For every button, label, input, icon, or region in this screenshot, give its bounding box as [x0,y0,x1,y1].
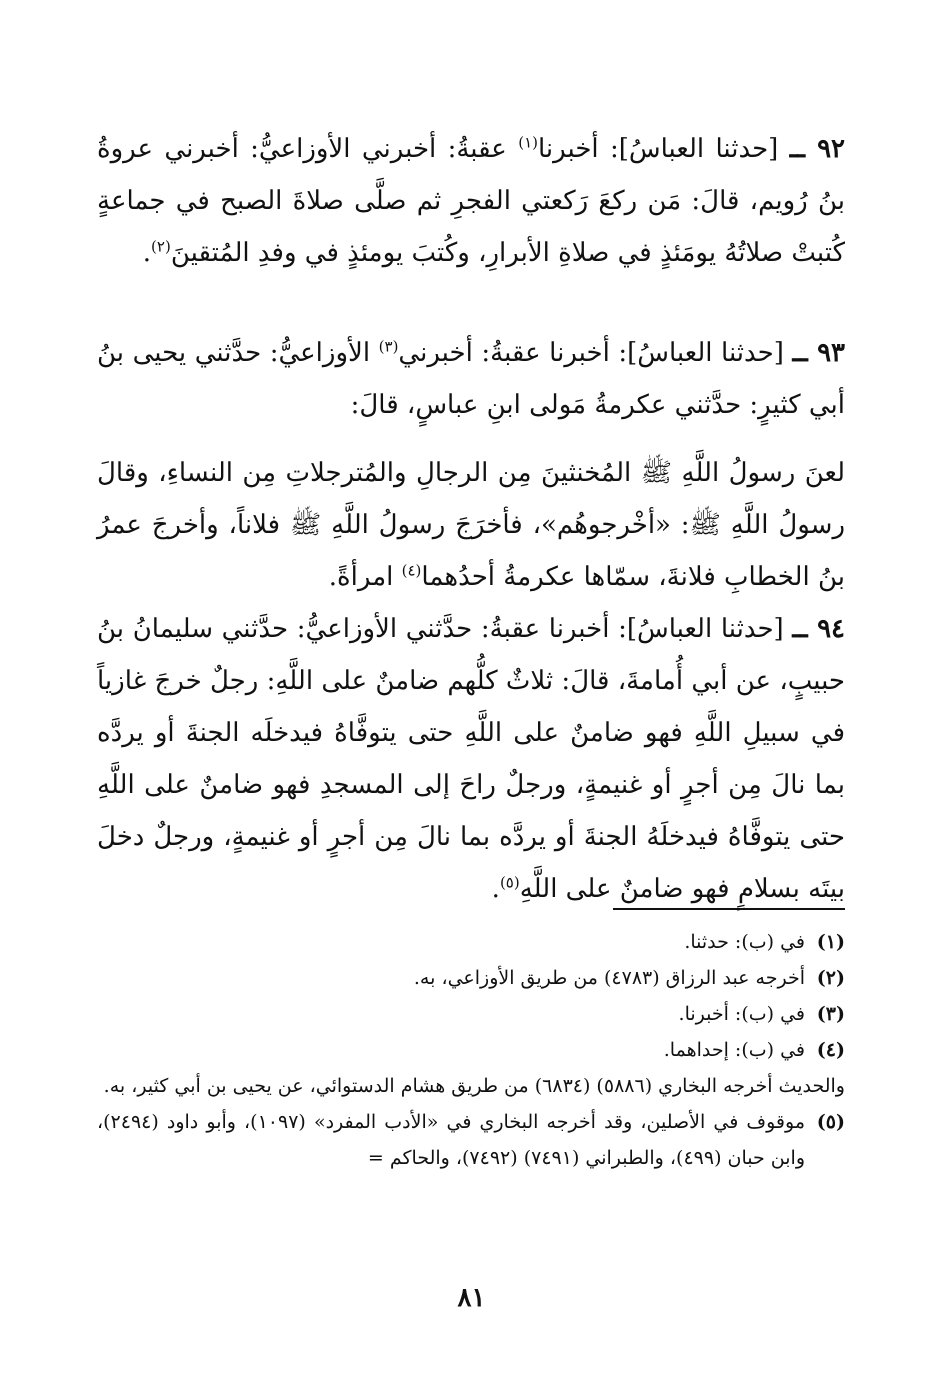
footnote [97,1104,845,1176]
footnote-number: (٢) [816,967,845,989]
footnote-text: أخرجه عبد الرزاق (٤٧٨٣) من طريق الأوزاعي، به. [413,967,805,989]
hadith-92 [97,123,845,279]
hadith-text: عقبةُ: أخبرني الأوزاعيُّ: أخبرني عروةُ بنُ رُويم، قالَ: مَن ركعَ رَكعتي الفجرِ ثم صلَّى صلاةَ الصبح في جماعةٍ كُتبتْ صلاتُهُ يومَئذٍ في صلاةِ الأبرارِ، وكُتبَ يومئذٍ في وفدِ المُتقينَ [97,134,845,268]
hadith-number: ٩٣ ــ [792,338,846,368]
period: . [491,874,500,904]
footnote-number: (١) [816,931,845,953]
footnote [97,924,845,960]
footnote-number: (٣) [816,1003,845,1025]
page-number: ٨١ [457,1283,486,1313]
hadith-text-end: امرأةً. [328,562,394,592]
footnote-text: في (ب): إحداهما. [663,1039,805,1061]
footnote-text: في (ب): حدثنا. [684,931,805,953]
hadith-94 [97,603,845,915]
footnote-number: (٤) [816,1039,845,1061]
hadith-text: الأوزاعيُّ: حدَّثني يحيى بنُ أبي كثيرٍ: حدَّثني عكرمةُ مَولى ابنِ عباسٍ، قالَ: [97,338,845,420]
footnote-ref: (٢) [151,237,171,256]
footnote-ref: (٣) [378,337,399,356]
hadith-number: ٩٢ ــ [789,134,846,164]
footnotes [97,924,845,1176]
hadith-93-matn [97,447,845,603]
hadith-text: [حدثنا العباسُ]: أخبرنا عقبةُ: حدَّثني الأوزاعيُّ: حدَّثني سليمانُ بنُ حبيبٍ، عن أبي أُمامةَ، قالَ: ثلاثٌ كلُّهم ضامنٌ على اللَّهِ: رجلٌ خرجَ غازياً في سبيلِ اللَّهِ فهو ضامنٌ على اللَّهِ حتى يتوفَّاهُ فيدخلَه الجنةَ أو يردَّه بما نالَ مِن أجرٍ أو غنيمةٍ، ورجلٌ راحَ إلى المسجدِ فهو ضامنٌ على اللَّهِ حتى يتوفَّاهُ فيدخلَهُ الجنةَ أو يردَّه بما نالَ مِن أجرٍ أو غنيمةٍ، ورجلٌ دخلَ بيتَه بسلامٍ فهو ضامنٌ على اللَّهِ [97,614,845,904]
footnote-ref: (٥) [499,873,520,892]
footnote-divider [613,908,845,910]
footnote-continuation: والحديث أخرجه البخاري (٥٨٨٦) (٦٨٣٤) من طريق هشام الدستوائي، عن يحيى بن أبي كثير، به. [103,1075,845,1097]
hadith-text: لعنَ رسولُ اللَّهِ ﷺ المُخنثينَ مِن الرجالِ والمُترجلاتِ مِن النساءِ، وقالَ رسولُ اللَّهِ ﷺ: «أخْرجوهُم»، فأخرَجَ رسولُ اللَّهِ ﷺ فلاناً، وأخرجَ عمرُ بنُ الخطابِ فلانةَ، سمّاها عكرمةُ أحدُهما [97,458,845,592]
footnote-ref: (١) [518,133,538,152]
footnote [97,1032,845,1068]
hadith-93 [97,327,845,431]
isnad-text: [حدثنا العباسُ]: أخبرنا عقبةُ: أخبرني [398,338,784,368]
footnote [97,960,845,996]
footnote-number: (٥) [816,1111,845,1133]
hadith-number: ٩٤ ــ [792,614,846,644]
isnad-text: [حدثنا العباسُ]: أخبرنا [537,134,779,164]
footnote-ref: (٤) [401,561,422,580]
footnote [97,996,845,1032]
period: . [142,238,152,268]
footnote-text: في (ب): أخبرنا. [678,1003,805,1025]
footnote-text: موقوف في الأصلين، وقد أخرجه البخاري في «الأدب المفرد» (١٠٩٧)، وأبو داود (٢٤٩٤)، وابن حبان (٤٩٩)، والطبراني (٧٤٩١) (٧٤٩٢)، والحاكم = [97,1111,805,1169]
